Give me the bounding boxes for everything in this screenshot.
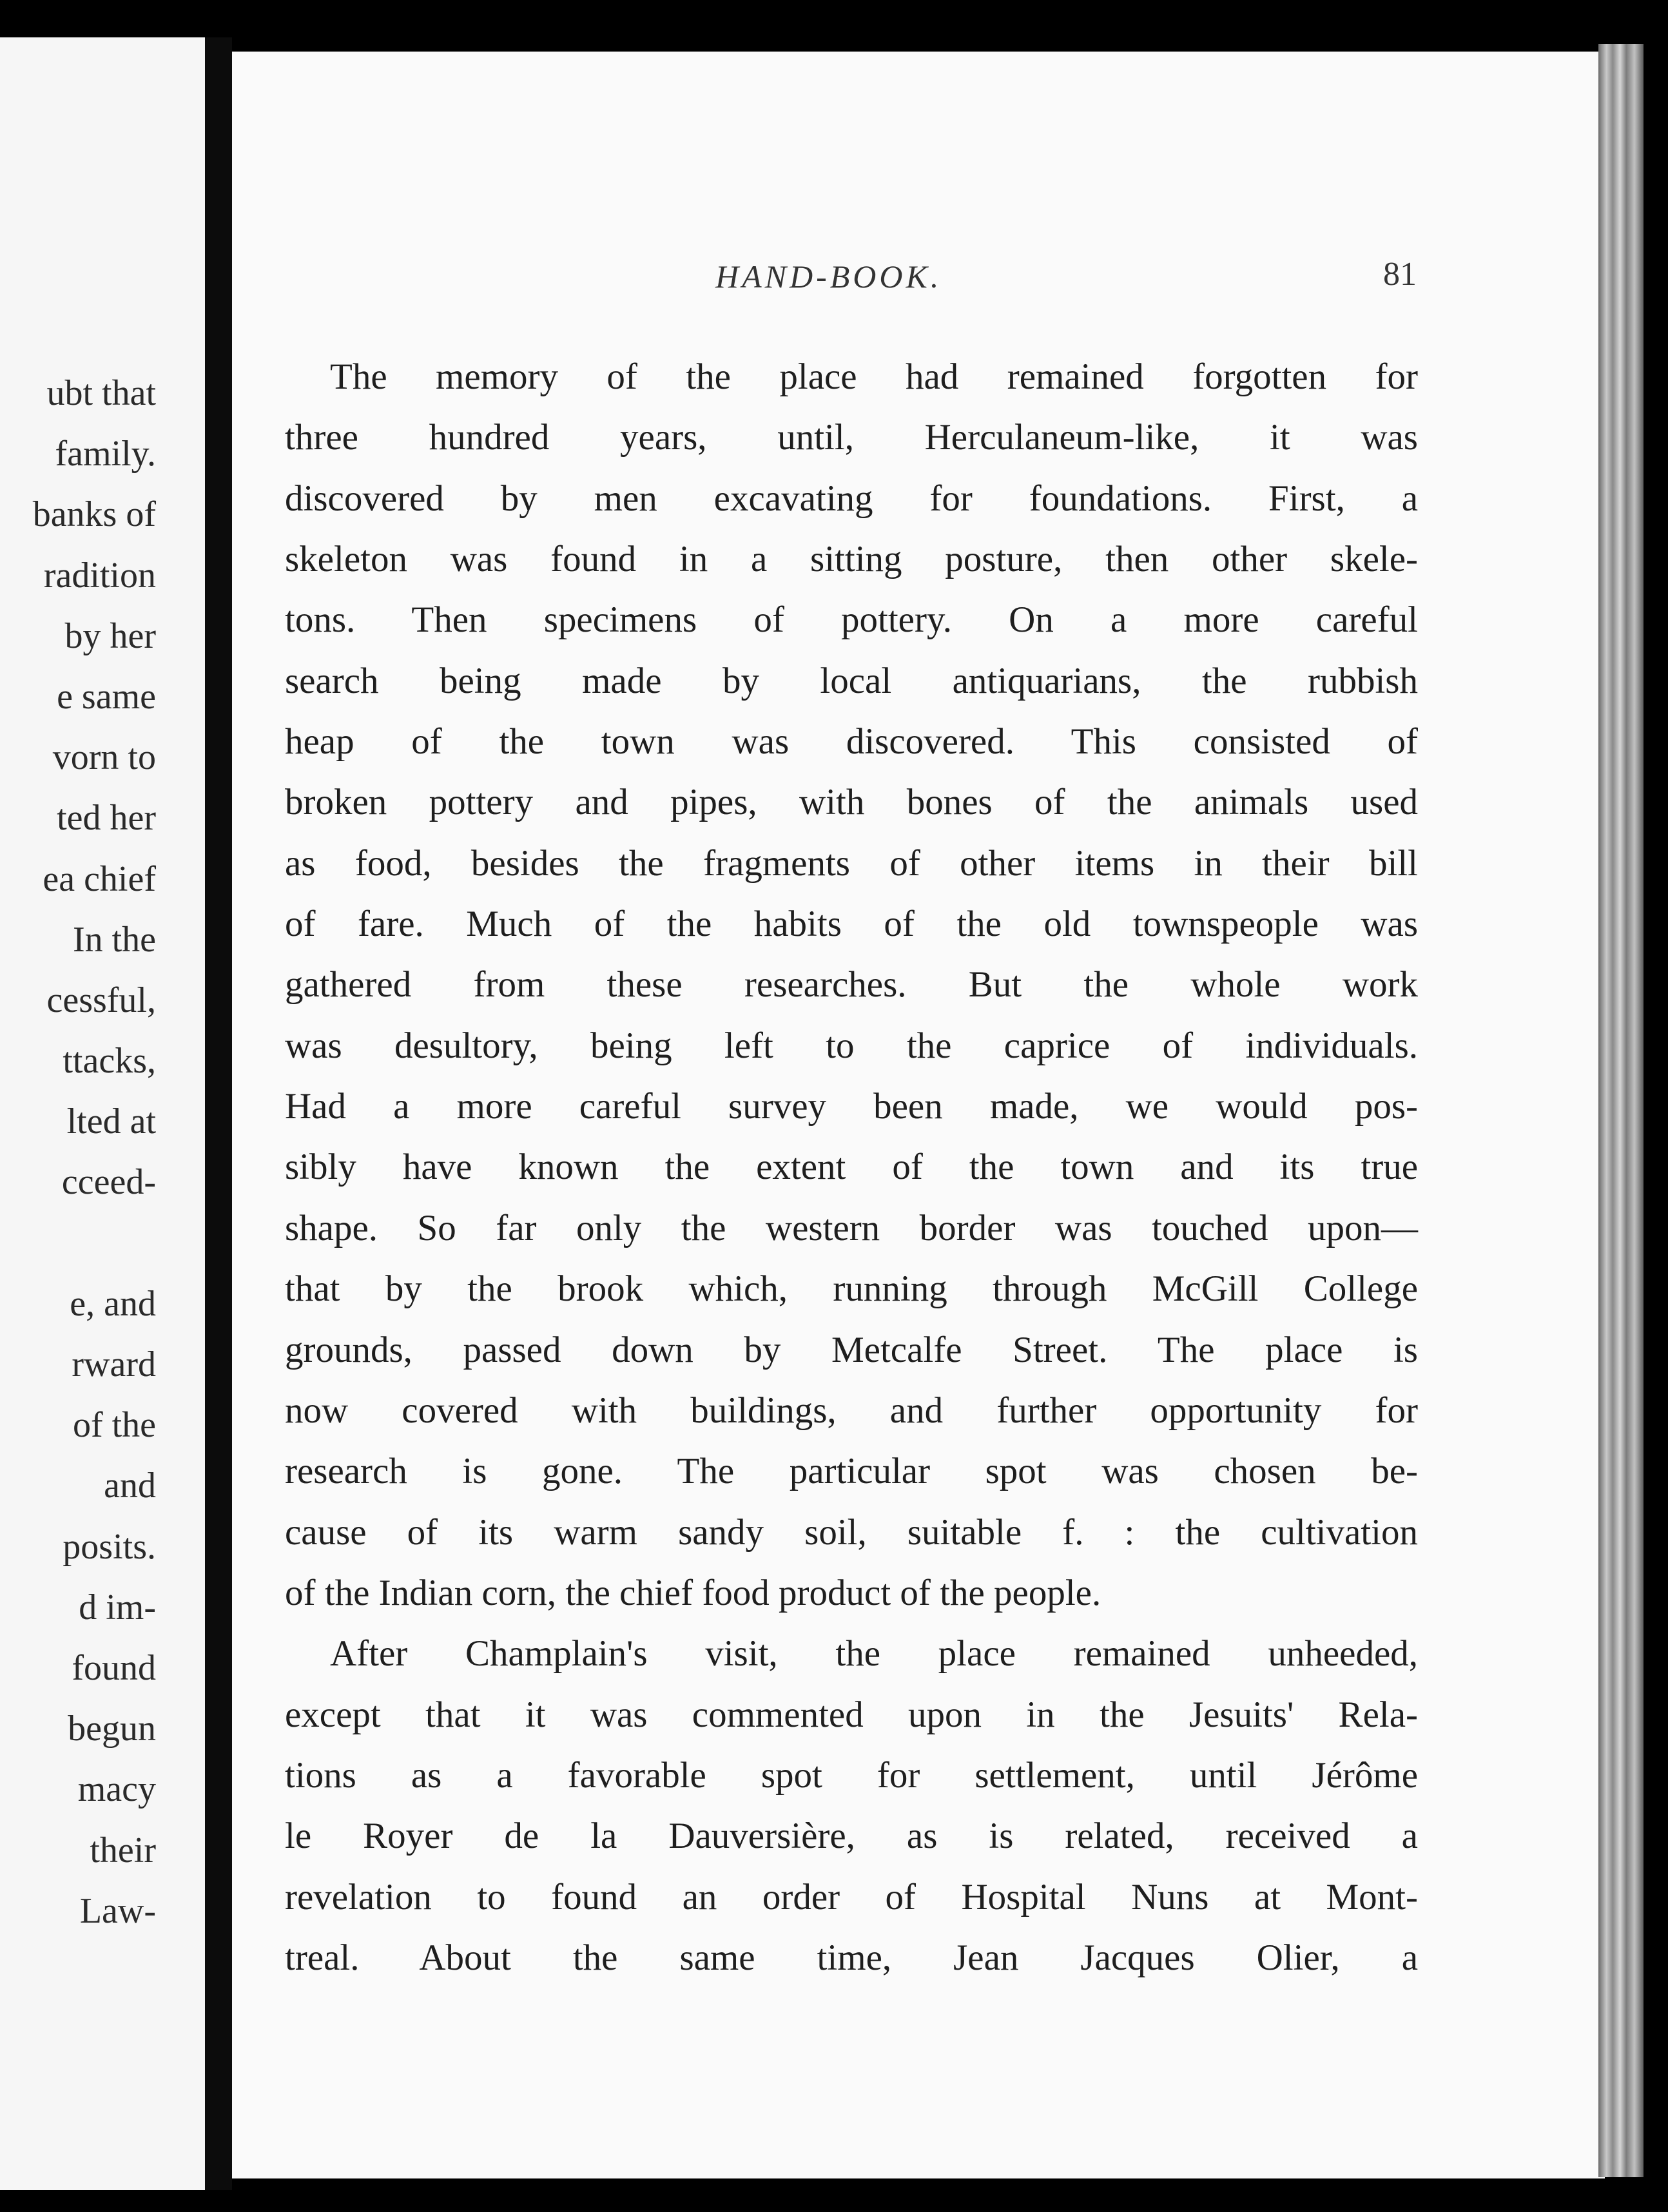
- text-line: le Royer de la Dauversière, as is related, received a: [285, 1816, 1418, 1857]
- text-line: of fare. Much of the habits of the old townspeople was: [285, 904, 1418, 945]
- text-line: found: [72, 1647, 156, 1688]
- text-line: cceed-: [61, 1162, 156, 1203]
- text-line: of the: [72, 1405, 156, 1446]
- running-title: HAND-BOOK.: [715, 258, 942, 295]
- text-line: and: [104, 1466, 156, 1506]
- text-line: e, and: [70, 1283, 156, 1324]
- text-line: banks of: [32, 494, 156, 535]
- text-line: e same: [57, 676, 156, 717]
- page-body: [285, 347, 1418, 1988]
- text-line: gathered from these researches. But the whole work: [285, 964, 1418, 1005]
- text-line: tions as a favorable spot for settlement, until Jérôme: [285, 1754, 1418, 1796]
- text-line: After Champlain's visit, the place remained unheeded,: [330, 1633, 1418, 1674]
- text-line: of the Indian corn, the chief food product of the people.: [285, 1572, 1101, 1613]
- text-line: Law-: [79, 1890, 156, 1931]
- page-edge: [1598, 44, 1644, 2177]
- page-number: 81: [1383, 256, 1417, 293]
- text-line: In the: [72, 919, 156, 960]
- text-line: three hundred years, until, Herculaneum-like, it was: [285, 417, 1418, 458]
- text-line: sibly have known the extent of the town and its true: [285, 1147, 1418, 1188]
- text-line: search being made by local antiquarians, the rubbish: [285, 660, 1418, 701]
- text-line: family.: [55, 434, 156, 474]
- text-line: was desultory, being left to the caprice of individuals.: [285, 1025, 1418, 1066]
- text-line: cessful,: [46, 980, 156, 1020]
- text-line: vorn to: [52, 737, 156, 778]
- text-line: ubt that: [46, 373, 156, 413]
- book-gutter: [205, 37, 232, 2190]
- text-line: ea chief: [43, 859, 156, 899]
- text-line: [33, 1213, 156, 1274]
- text-line: posits.: [63, 1526, 156, 1567]
- text-line: ttacks,: [63, 1041, 156, 1082]
- text-line: revelation to found an order of Hospital Nuns at Mont-: [285, 1876, 1418, 1917]
- text-line: now covered with buildings, and further opportunity for: [285, 1390, 1418, 1431]
- text-line: grounds, passed down by Metcalfe Street. The place is: [285, 1329, 1418, 1370]
- text-line: The memory of the place had remained forgotten for: [330, 356, 1418, 397]
- paragraph: [285, 1624, 1418, 1988]
- text-line: except that it was commented upon in the Jesuits' Rela-: [285, 1694, 1418, 1735]
- text-line: begun: [68, 1709, 156, 1749]
- text-line: discovered by men excavating for foundations. First, a: [285, 478, 1418, 519]
- text-line: rward: [72, 1344, 156, 1384]
- text-line: shape. So far only the western border was touched upon—: [285, 1207, 1418, 1248]
- text-line: as food, besides the fragments of other items in their bill: [285, 842, 1418, 884]
- text-line: Had a more careful survey been made, we would pos-: [285, 1086, 1418, 1127]
- text-line: by her: [64, 616, 156, 656]
- text-line: skeleton was found in a sitting posture, then other skele-: [285, 539, 1418, 580]
- text-line: macy: [77, 1769, 156, 1810]
- paragraph: [285, 347, 1418, 1624]
- text-line: radition: [43, 555, 156, 596]
- previous-page: [0, 37, 205, 2190]
- text-line: ted her: [57, 798, 156, 839]
- text-line: heap of the town was discovered. This consisted of: [285, 721, 1418, 762]
- text-line: their: [90, 1830, 156, 1870]
- text-line: that by the brook which, running through McGill College: [285, 1268, 1418, 1310]
- text-line: treal. About the same time, Jean Jacques Olier, a: [285, 1937, 1418, 1978]
- text-line: tons. Then specimens of pottery. On a more careful: [285, 599, 1418, 641]
- text-line: broken pottery and pipes, with bones of the animals used: [285, 782, 1418, 823]
- text-line: research is gone. The particular spot was chosen be-: [285, 1451, 1418, 1492]
- text-line: d im-: [79, 1587, 156, 1627]
- text-line: cause of its warm sandy soil, suitable f. : the cultivation: [285, 1511, 1418, 1553]
- text-line: lted at: [66, 1101, 156, 1142]
- previous-page-text: [33, 363, 156, 1941]
